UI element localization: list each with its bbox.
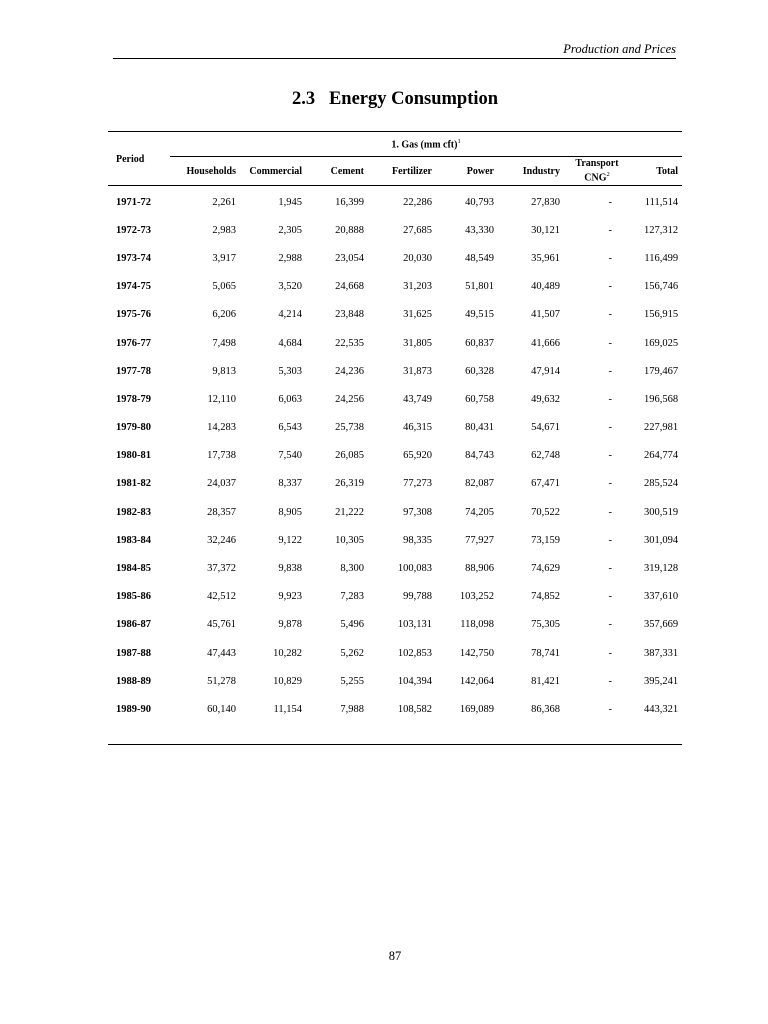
cell-households: 37,372	[207, 563, 236, 575]
cell-industry: 75,305	[531, 619, 560, 631]
cell-cement: 7,988	[340, 703, 364, 715]
cell-fertilizer: 99,788	[403, 591, 432, 603]
col-transport-label: Transport	[575, 158, 619, 170]
cell-period: 1986-87	[116, 619, 151, 631]
cell-period: 1973-74	[116, 252, 151, 264]
energy-table-container	[108, 131, 682, 745]
cell-transport: -	[608, 309, 612, 321]
cell-total: 156,746	[643, 281, 679, 293]
cell-cement: 24,236	[335, 365, 364, 377]
cell-fertilizer: 43,749	[403, 393, 432, 405]
cell-total: 196,568	[643, 393, 679, 405]
cell-period: 1984-85	[116, 563, 151, 575]
cell-industry: 73,159	[531, 534, 560, 546]
rule-cell	[368, 724, 436, 745]
cell-period: 1988-89	[116, 675, 151, 687]
cell-industry: 47,914	[531, 365, 560, 377]
cell-industry: 35,961	[531, 252, 560, 264]
cell-cement: 23,054	[335, 252, 364, 264]
rule-cell	[306, 724, 368, 745]
cell-total: 127,312	[643, 224, 679, 236]
cell-households: 28,357	[207, 506, 236, 518]
cell-fertilizer: 27,685	[403, 224, 432, 236]
cell-households: 6,206	[212, 309, 236, 321]
cell-total: 300,519	[643, 506, 679, 518]
cell-total: 111,514	[644, 196, 679, 208]
col-cement: Cement	[306, 157, 368, 186]
cell-industry: 27,830	[531, 196, 560, 208]
header-rule	[113, 58, 676, 59]
cell-total: 285,524	[643, 478, 679, 490]
cell-cement: 7,283	[340, 591, 364, 603]
cell-period: 1982-83	[116, 506, 151, 518]
cell-households: 32,246	[207, 534, 236, 546]
period-header-label: Period	[116, 154, 145, 165]
cell-cement: 5,255	[340, 675, 364, 687]
cell-commercial: 6,543	[278, 422, 302, 434]
cell-transport: -	[608, 252, 612, 264]
cell-period: 1989-90	[116, 703, 151, 715]
cell-transport: -	[608, 393, 612, 405]
cell-fertilizer: 31,203	[403, 281, 432, 293]
col-transport-subline	[568, 169, 626, 183]
cell-commercial: 11,154	[273, 703, 302, 715]
cell-commercial: 9,122	[278, 534, 302, 546]
rule-cell	[564, 724, 630, 745]
cell-power: 84,743	[465, 450, 494, 462]
cell-total: 301,094	[643, 534, 679, 546]
energy-consumption-table	[108, 131, 682, 745]
cell-transport: -	[608, 563, 612, 575]
cell-power: 82,087	[465, 478, 494, 490]
cell-cement: 25,738	[335, 422, 364, 434]
cell-power: 142,750	[459, 647, 494, 659]
cell-households: 2,983	[212, 224, 236, 236]
table-row	[108, 611, 682, 639]
cell-commercial: 8,905	[278, 506, 302, 518]
cell-households: 47,443	[207, 647, 236, 659]
cell-households: 3,917	[212, 252, 236, 264]
cell-power: 49,515	[465, 309, 494, 321]
cell-period: 1974-75	[116, 281, 151, 293]
cell-commercial: 2,305	[278, 224, 302, 236]
table-row	[108, 244, 682, 272]
cell-total: 179,467	[643, 365, 679, 377]
cell-households: 51,278	[207, 675, 236, 687]
cell-commercial: 1,945	[278, 196, 302, 208]
column-header-row	[108, 157, 682, 186]
cell-fertilizer: 102,853	[397, 647, 432, 659]
table-row	[108, 639, 682, 667]
gas-group-footnote: 1	[457, 137, 461, 145]
cell-commercial: 4,214	[278, 309, 302, 321]
cell-power: 169,089	[459, 703, 494, 715]
cell-commercial: 10,829	[273, 675, 302, 687]
cell-total: 387,331	[643, 647, 679, 659]
table-row	[108, 442, 682, 470]
table-bottom-rule	[108, 724, 682, 745]
cell-industry: 67,471	[531, 478, 560, 490]
col-fertilizer: Fertilizer	[368, 157, 436, 186]
gas-group-header	[170, 132, 682, 157]
cell-power: 43,330	[465, 224, 494, 236]
cell-power: 103,252	[459, 591, 494, 603]
cell-fertilizer: 98,335	[403, 534, 432, 546]
cell-power: 60,758	[465, 393, 494, 405]
cell-households: 17,738	[207, 450, 236, 462]
cell-cement: 5,496	[340, 619, 364, 631]
table-row	[108, 498, 682, 526]
col-power: Power	[436, 157, 498, 186]
cell-cement: 21,222	[335, 506, 364, 518]
cell-power: 80,431	[465, 422, 494, 434]
cell-commercial: 2,988	[278, 252, 302, 264]
cell-industry: 41,666	[531, 337, 560, 349]
table-row	[108, 554, 682, 582]
cell-transport: -	[608, 337, 612, 349]
cell-period: 1972-73	[116, 224, 151, 236]
cell-period: 1979-80	[116, 422, 151, 434]
period-column-header	[108, 132, 170, 186]
cell-industry: 40,489	[531, 281, 560, 293]
cell-fertilizer: 100,083	[397, 563, 432, 575]
cell-total: 319,128	[643, 563, 679, 575]
cell-transport: -	[608, 478, 612, 490]
cell-total: 169,025	[643, 337, 679, 349]
cell-power: 60,328	[465, 365, 494, 377]
cell-power: 74,205	[465, 506, 494, 518]
table-row	[108, 329, 682, 357]
table-row	[108, 583, 682, 611]
cell-commercial: 7,540	[278, 450, 302, 462]
cell-power: 48,549	[465, 252, 494, 264]
cell-commercial: 9,923	[278, 591, 302, 603]
table-row	[108, 526, 682, 554]
cell-commercial: 8,337	[278, 478, 302, 490]
cell-period: 1971-72	[116, 196, 151, 208]
cell-transport: -	[608, 675, 612, 687]
table-row	[108, 301, 682, 329]
cell-cement: 23,848	[335, 309, 364, 321]
cell-total: 357,669	[643, 619, 679, 631]
cell-power: 77,927	[465, 534, 494, 546]
cell-households: 12,110	[207, 393, 236, 405]
cell-commercial: 9,878	[278, 619, 302, 631]
cell-households: 7,498	[212, 337, 236, 349]
cell-cement: 16,399	[335, 196, 364, 208]
cell-industry: 86,368	[531, 703, 560, 715]
cell-power: 40,793	[465, 196, 494, 208]
cell-cement: 26,319	[335, 478, 364, 490]
cell-power: 88,906	[465, 563, 494, 575]
table-row	[108, 216, 682, 244]
group-header-row	[108, 132, 682, 157]
rule-cell	[630, 724, 682, 745]
cell-transport: -	[608, 506, 612, 518]
cell-industry: 54,671	[531, 422, 560, 434]
col-households: Households	[170, 157, 240, 186]
cell-industry: 78,741	[531, 647, 560, 659]
cell-fertilizer: 108,582	[397, 703, 432, 715]
cell-industry: 81,421	[531, 675, 560, 687]
cell-cement: 26,085	[335, 450, 364, 462]
cell-transport: -	[608, 196, 612, 208]
cell-fertilizer: 20,030	[403, 252, 432, 264]
rule-cell	[108, 724, 170, 745]
col-industry: Industry	[498, 157, 564, 186]
cell-households: 9,813	[212, 365, 236, 377]
cell-commercial: 10,282	[273, 647, 302, 659]
page-title: 2.3 Energy Consumption	[291, 89, 499, 109]
cell-households: 5,065	[212, 281, 236, 293]
cell-fertilizer: 103,131	[397, 619, 432, 631]
cell-total: 264,774	[643, 450, 679, 462]
transport-footnote: 2	[606, 171, 610, 179]
cell-period: 1975-76	[116, 309, 151, 321]
cell-fertilizer: 77,273	[403, 478, 432, 490]
cell-total: 116,499	[644, 252, 679, 264]
cell-fertilizer: 31,873	[403, 365, 432, 377]
cell-households: 2,261	[212, 196, 236, 208]
table-row	[108, 414, 682, 442]
cell-period: 1985-86	[116, 591, 151, 603]
cell-households: 24,037	[207, 478, 236, 490]
cell-industry: 30,121	[531, 224, 560, 236]
cell-transport: -	[608, 703, 612, 715]
cell-total: 395,241	[643, 675, 679, 687]
cell-cement: 8,300	[340, 563, 364, 575]
cell-industry: 49,632	[531, 393, 560, 405]
cell-households: 14,283	[207, 422, 236, 434]
table-body	[108, 186, 682, 745]
cell-industry: 74,629	[531, 563, 560, 575]
cell-transport: -	[608, 591, 612, 603]
cell-transport: -	[608, 619, 612, 631]
cell-industry: 70,522	[531, 506, 560, 518]
cell-cement: 5,262	[340, 647, 364, 659]
cell-transport: -	[608, 422, 612, 434]
cell-period: 1987-88	[116, 647, 151, 659]
running-header: Production and Prices	[563, 42, 676, 56]
cell-transport: -	[608, 647, 612, 659]
cell-fertilizer: 97,308	[403, 506, 432, 518]
cell-fertilizer: 31,625	[403, 309, 432, 321]
cell-commercial: 4,684	[278, 337, 302, 349]
cell-households: 60,140	[207, 703, 236, 715]
cell-commercial: 6,063	[278, 393, 302, 405]
cell-commercial: 3,520	[278, 281, 302, 293]
cell-total: 337,610	[643, 591, 679, 603]
table-row	[108, 470, 682, 498]
col-transport	[564, 157, 630, 186]
cell-transport: -	[608, 534, 612, 546]
cell-fertilizer: 31,805	[403, 337, 432, 349]
cell-commercial: 9,838	[278, 563, 302, 575]
cell-period: 1980-81	[116, 450, 151, 462]
cell-commercial: 5,303	[278, 365, 302, 377]
table-row	[108, 667, 682, 695]
cell-industry: 74,852	[531, 591, 560, 603]
cell-households: 45,761	[207, 619, 236, 631]
cell-transport: -	[608, 365, 612, 377]
cell-fertilizer: 104,394	[397, 675, 432, 687]
cell-power: 142,064	[459, 675, 494, 687]
table-row	[108, 186, 682, 217]
table-row	[108, 695, 682, 723]
cell-period: 1977-78	[116, 365, 151, 377]
cell-total: 227,981	[643, 422, 679, 434]
cell-power: 51,801	[465, 281, 494, 293]
gas-group-label: 1. Gas (mm cft)	[391, 139, 458, 151]
cell-total: 443,321	[643, 703, 679, 715]
cell-fertilizer: 46,315	[403, 422, 432, 434]
table-row	[108, 357, 682, 385]
table-row	[108, 273, 682, 301]
cell-cement: 24,256	[335, 393, 364, 405]
cell-cement: 20,888	[335, 224, 364, 236]
table-row	[108, 385, 682, 413]
cell-households: 42,512	[207, 591, 236, 603]
cell-fertilizer: 65,920	[403, 450, 432, 462]
cell-total: 156,915	[643, 309, 679, 321]
cell-fertilizer: 22,286	[403, 196, 432, 208]
cell-cement: 10,305	[335, 534, 364, 546]
cell-period: 1976-77	[116, 337, 151, 349]
cell-transport: -	[608, 281, 612, 293]
cell-transport: -	[608, 450, 612, 462]
cell-power: 60,837	[465, 337, 494, 349]
cell-cement: 24,668	[335, 281, 364, 293]
cell-industry: 62,748	[531, 450, 560, 462]
cell-period: 1978-79	[116, 393, 151, 405]
rule-cell	[498, 724, 564, 745]
col-transport-cng: CNG	[584, 172, 607, 184]
page-number: 87	[388, 949, 402, 963]
cell-industry: 41,507	[531, 309, 560, 321]
col-commercial: Commercial	[240, 157, 306, 186]
cell-power: 118,098	[460, 619, 494, 631]
cell-period: 1981-82	[116, 478, 151, 490]
cell-period: 1983-84	[116, 534, 151, 546]
rule-cell	[436, 724, 498, 745]
rule-cell	[170, 724, 240, 745]
cell-cement: 22,535	[335, 337, 364, 349]
cell-transport: -	[608, 224, 612, 236]
col-total: Total	[630, 157, 682, 186]
rule-cell	[240, 724, 306, 745]
